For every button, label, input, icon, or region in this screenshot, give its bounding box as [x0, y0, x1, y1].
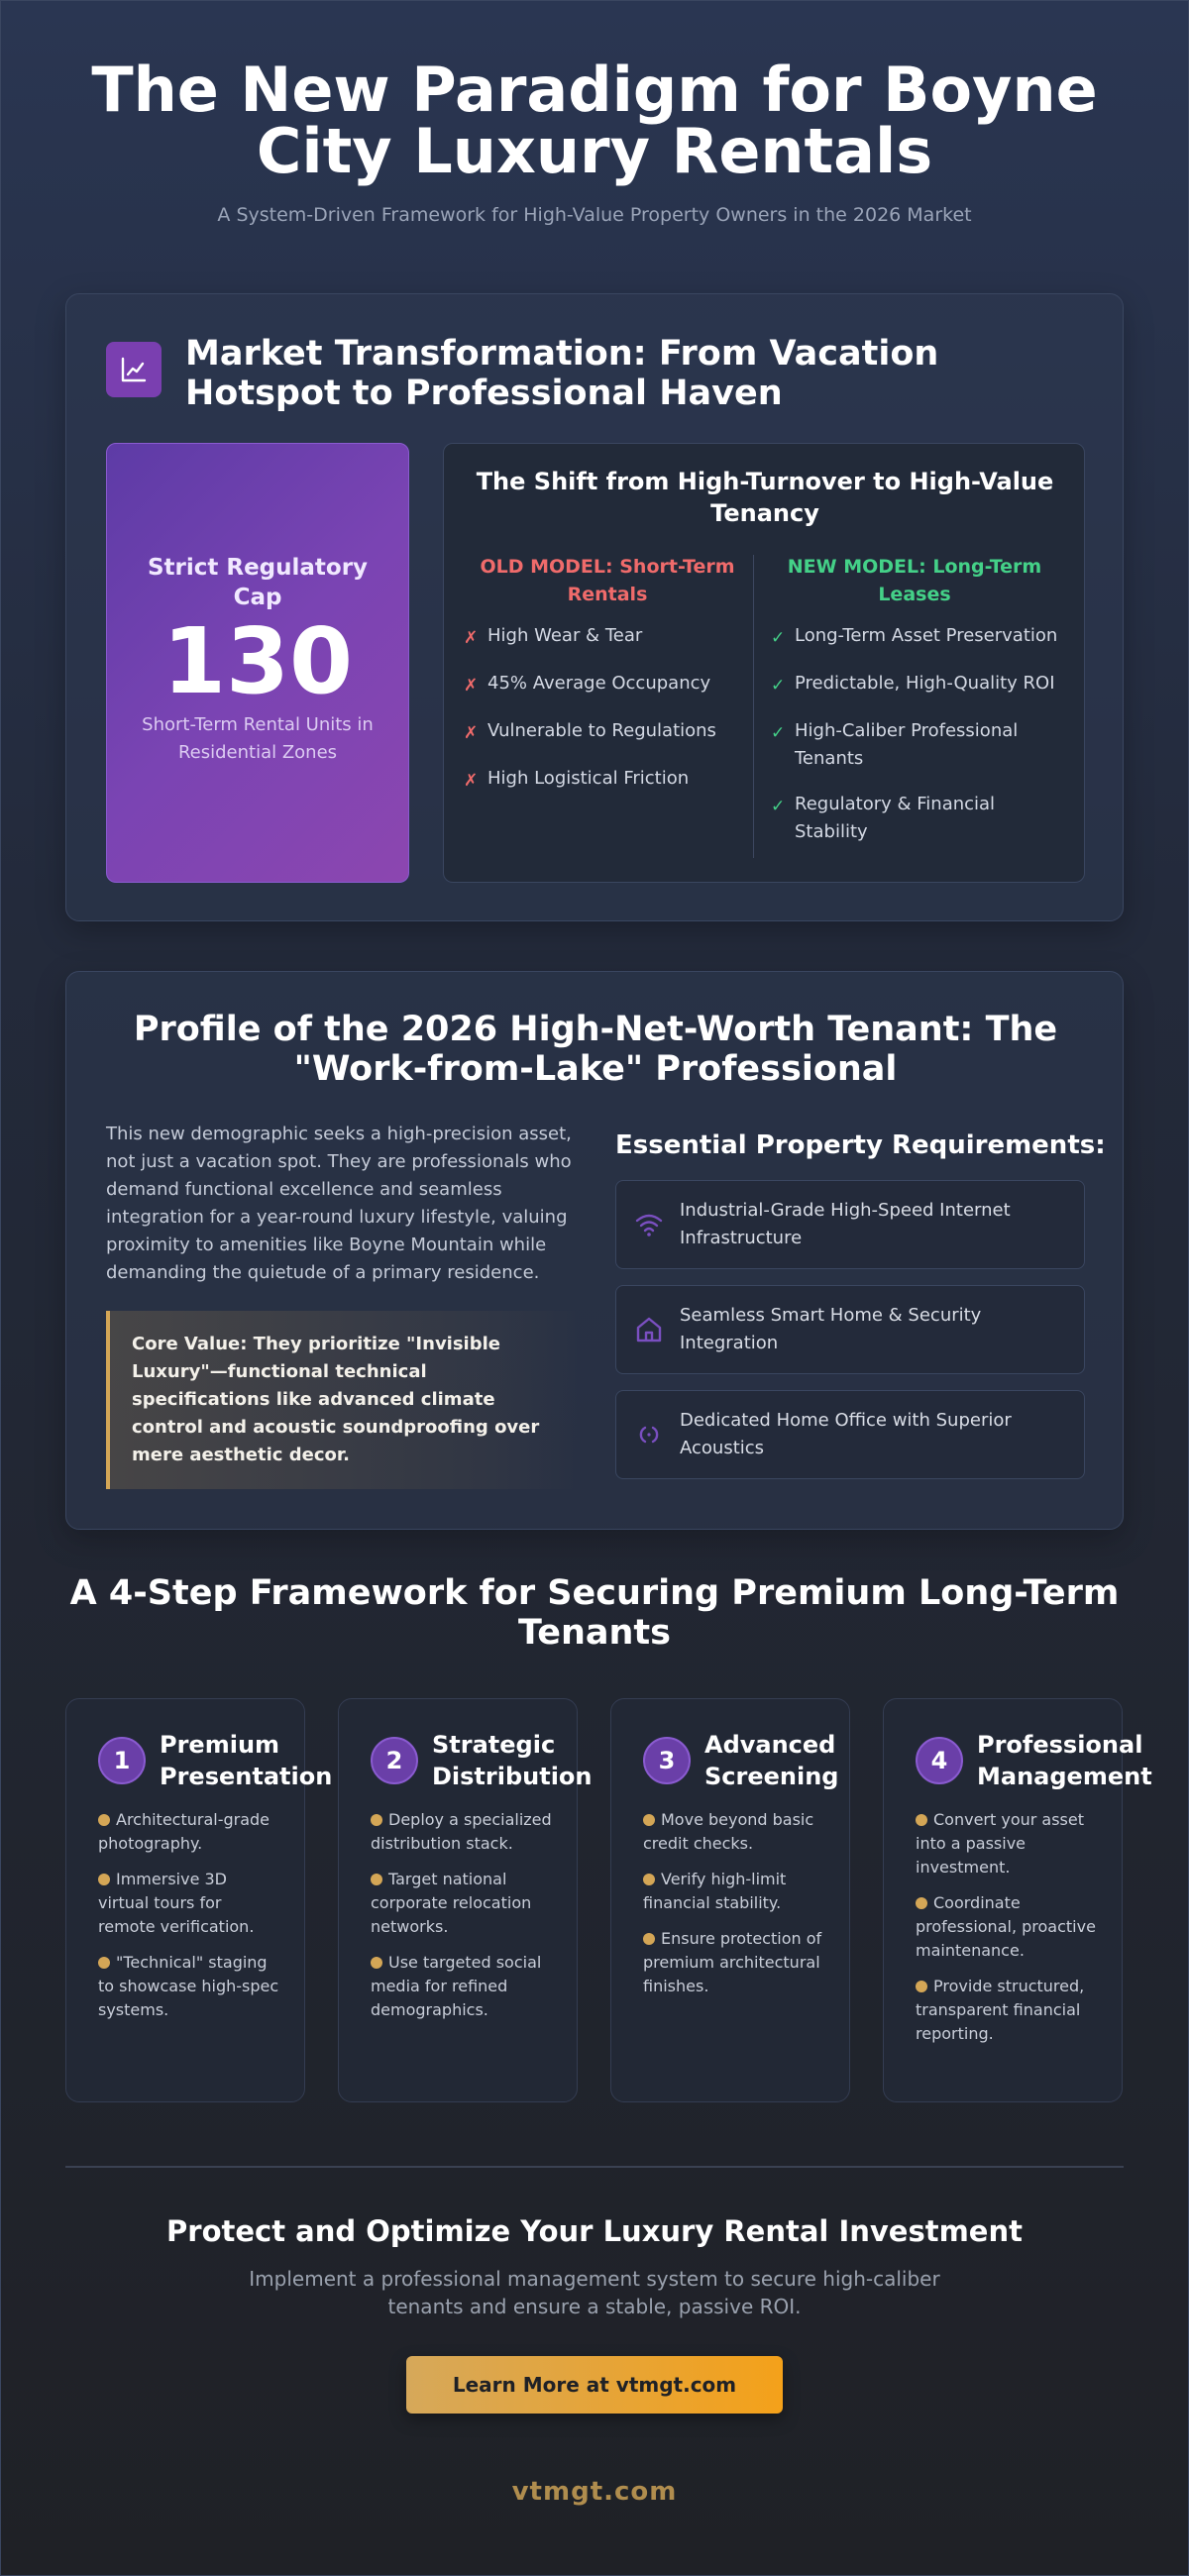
cross-icon: ✗: [464, 723, 479, 743]
list-item: [643, 1808, 827, 1856]
column-divider: [753, 555, 754, 858]
requirement-text: Industrial-Grade High-Speed Internet Infrastructure: [680, 1200, 1011, 1248]
requirement-text: Seamless Smart Home & Security Integration: [680, 1305, 982, 1353]
step-title: [432, 1729, 593, 1792]
bullet-dot-icon: [643, 1814, 655, 1826]
requirement-home-office: [615, 1390, 1085, 1479]
bullet-dot-icon: [98, 1957, 110, 1969]
step-header: [371, 1729, 593, 1792]
cta-subtitle: Implement a professional management system to secure high-caliber tenants and ensure a stable, passive ROI.: [249, 2267, 940, 2318]
tenant-profile-card: [65, 971, 1124, 1530]
new-model-item: Predictable, High-Quality ROI: [795, 673, 1055, 694]
check-icon: ✓: [771, 797, 786, 816]
list-item: [916, 1808, 1100, 1879]
check-icon: ✓: [771, 676, 786, 696]
list-item: [371, 1808, 555, 1856]
step-item-text: Move beyond basic credit checks.: [643, 1810, 814, 1853]
step-item-text: Architectural-grade photography.: [98, 1810, 270, 1853]
old-model-item: High Wear & Tear: [487, 625, 643, 646]
check-icon: ✓: [771, 723, 786, 743]
new-model-item: Long-Term Asset Preservation: [795, 625, 1058, 646]
list-item: [464, 622, 751, 652]
list-item: [98, 1951, 282, 2022]
framework-title: A 4-Step Framework for Securing Premium Long-Term Tenants: [69, 1573, 1120, 1653]
check-icon: ✓: [771, 628, 786, 648]
bullet-dot-icon: [916, 1897, 927, 1909]
step-title-line: Strategic: [432, 1731, 556, 1759]
model-comparison-box: [443, 443, 1085, 883]
page-title: The New Paradigm for Boyne City Luxury Rentals: [91, 54, 1098, 187]
list-item: [371, 1951, 555, 2022]
step-number-badge: 1: [98, 1737, 146, 1784]
step-title: [704, 1729, 838, 1792]
bullet-dot-icon: [916, 1981, 927, 1992]
cross-icon: ✗: [464, 771, 479, 791]
acoustics-icon: [632, 1418, 666, 1451]
step-title: [160, 1729, 332, 1792]
step-title-line: Presentation: [160, 1763, 333, 1790]
comparison-title: The Shift from High-Turnover to High-Value Tenancy: [476, 468, 1054, 527]
list-item: [771, 791, 1058, 846]
step-title: [977, 1729, 1152, 1792]
bullet-dot-icon: [371, 1874, 382, 1885]
list-item: [771, 717, 1058, 773]
step-item-text: Convert your asset into a passive investment.: [916, 1810, 1085, 1877]
list-item: [771, 670, 1058, 699]
step-number-badge: 4: [916, 1737, 963, 1784]
step-header: [98, 1729, 332, 1792]
step-card-4: [883, 1698, 1152, 2102]
requirements-title: Essential Property Requirements:: [615, 1130, 1106, 1160]
list-item: [371, 1868, 555, 1939]
step-header: [916, 1729, 1152, 1792]
cross-icon: ✗: [464, 628, 479, 648]
list-item: [464, 765, 751, 795]
step-card-2: [338, 1698, 593, 2102]
bullet-dot-icon: [916, 1814, 927, 1826]
step-item-text: Verify high-limit financial stability.: [643, 1870, 787, 1912]
hero-header: [0, 54, 1189, 226]
step-title-line: Screening: [704, 1763, 839, 1790]
step-item-text: Ensure protection of premium architectural finishes.: [643, 1929, 822, 1995]
cross-icon: ✗: [464, 676, 479, 696]
new-model-heading: NEW MODEL: Long-Term Leases: [787, 556, 1042, 605]
step-item-text: Target national corporate relocation networks.: [371, 1870, 532, 1936]
step-title-line: Advanced: [704, 1731, 836, 1759]
step-title-line: Professional: [977, 1731, 1143, 1759]
step-item-text: "Technical" staging to showcase high-spec systems.: [98, 1953, 279, 2019]
core-value-callout: Core Value: They prioritize "Invisible Luxury"—functional technical specifications like advanced climate control and acoustic soundproofing over mere aesthetic decor.: [106, 1311, 582, 1489]
step-title-line: Management: [977, 1763, 1152, 1790]
step-header: [643, 1729, 838, 1792]
requirement-text: Dedicated Home Office with Superior Acoustics: [680, 1410, 1012, 1458]
market-header: [106, 334, 998, 413]
old-model-item: Vulnerable to Regulations: [487, 720, 716, 741]
step-item-text: Coordinate professional, proactive maintenance.: [916, 1893, 1096, 1960]
section-divider: [65, 2166, 1124, 2168]
profile-title: Profile of the 2026 High-Net-Worth Tenant: The "Work-from-Lake" Professional: [133, 1010, 1058, 1089]
market-title: Market Transformation: From Vacation Hotspot to Professional Haven: [185, 334, 939, 413]
old-model-column: [464, 553, 751, 812]
step-card-3: [610, 1698, 850, 2102]
old-model-item: High Logistical Friction: [487, 768, 690, 789]
step-number-badge: 2: [371, 1737, 418, 1784]
step-title-line: Distribution: [432, 1763, 593, 1790]
step-title-line: Premium: [160, 1731, 280, 1759]
bullet-dot-icon: [643, 1874, 655, 1885]
list-item: [98, 1808, 282, 1856]
market-transformation-card: [65, 293, 1124, 921]
list-item: [916, 1975, 1100, 2046]
list-item: [464, 670, 751, 699]
step-item-text: Use targeted social media for refined demographics.: [371, 1953, 542, 2019]
old-model-item: 45% Average Occupancy: [487, 673, 711, 694]
step-number-badge: 3: [643, 1737, 691, 1784]
requirement-smart-home: [615, 1285, 1085, 1374]
chart-icon: [106, 342, 162, 397]
list-item: [916, 1891, 1100, 1963]
stat-number: 130: [162, 608, 354, 714]
bullet-dot-icon: [98, 1814, 110, 1826]
new-model-column: [771, 553, 1058, 864]
new-model-item: High-Caliber Professional Tenants: [795, 720, 1019, 769]
list-item: [464, 717, 751, 747]
step-item-text: Deploy a specialized distribution stack.: [371, 1810, 552, 1853]
bullet-dot-icon: [371, 1957, 382, 1969]
old-model-heading: OLD MODEL: Short-Term Rentals: [480, 556, 735, 605]
bullet-dot-icon: [371, 1814, 382, 1826]
regulatory-cap-stat: [106, 443, 409, 883]
bullet-dot-icon: [98, 1874, 110, 1885]
list-item: [98, 1868, 282, 1939]
cta-title: Protect and Optimize Your Luxury Rental Investment: [166, 2214, 1023, 2248]
stat-label: Strict Regulatory Cap: [147, 555, 369, 610]
list-item: [643, 1927, 827, 1998]
profile-description: This new demographic seeks a high-precision asset, not just a vacation spot. They are professionals who demand functional excellence and seamless integration for a year-round luxury lifestyle, valuing proximity to amenities like Boyne Mountain while demanding the quietude of a primary residence.: [106, 1124, 572, 1283]
footer-brand-link[interactable]: vtmgt.com: [511, 2477, 678, 2507]
stat-description: Short-Term Rental Units in Residential Zones: [142, 714, 374, 763]
step-item-text: Immersive 3D virtual tours for remote verification.: [98, 1870, 255, 1936]
step-item-text: Provide structured, transparent financial reporting.: [916, 1977, 1085, 2043]
list-item: [643, 1868, 827, 1915]
list-item: [771, 622, 1058, 652]
step-card-1: [65, 1698, 333, 2102]
page-subtitle: A System-Driven Framework for High-Value Property Owners in the 2026 Market: [217, 204, 972, 226]
requirement-internet: [615, 1180, 1085, 1269]
bullet-dot-icon: [643, 1933, 655, 1945]
wifi-icon: [632, 1208, 666, 1241]
home-icon: [632, 1313, 666, 1346]
new-model-item: Regulatory & Financial Stability: [795, 794, 996, 842]
learn-more-button[interactable]: Learn More at vtmgt.com: [406, 2356, 783, 2414]
